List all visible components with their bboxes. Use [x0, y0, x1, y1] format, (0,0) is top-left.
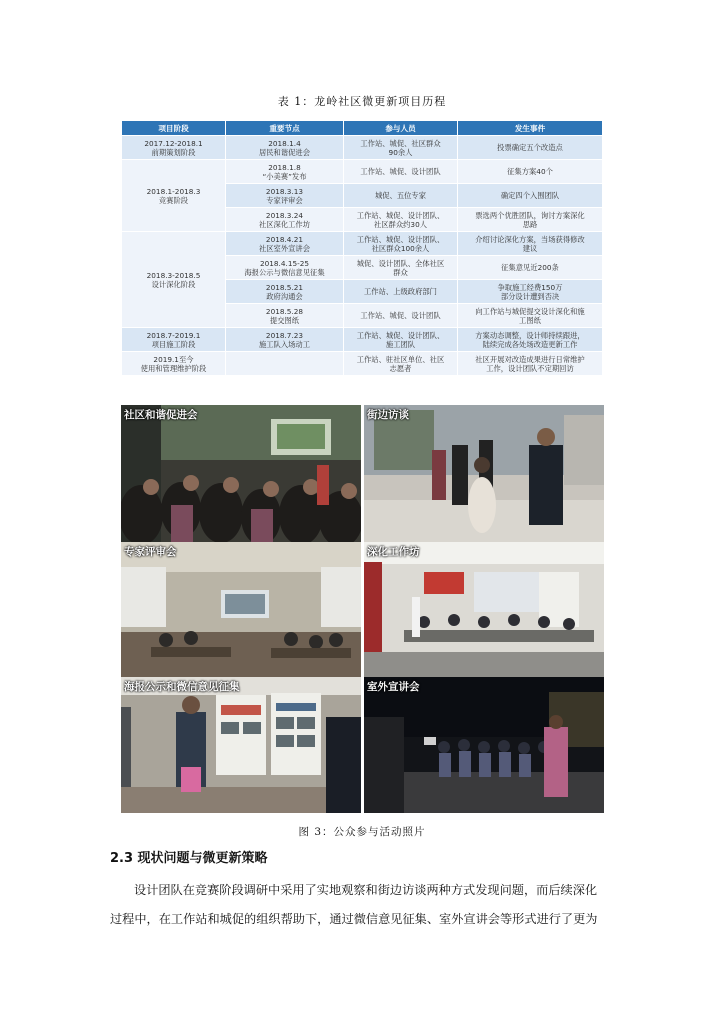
- cell-event: 方案动态调整，设计师持续跟进， 陆续完成各处场改造更新工作: [458, 328, 603, 352]
- photo-workshop: [364, 542, 604, 678]
- cell-phase: 2017.12-2018.1 前期策划阶段: [122, 136, 226, 160]
- cell-node: 2018.1.4 居民和谐促进会: [226, 136, 344, 160]
- cell-phase: 2019.1至今 使用和管理维护阶段: [122, 352, 226, 376]
- cell-event: 征集意见近200条: [458, 256, 603, 280]
- photo-grid: [121, 405, 604, 813]
- cell-node: 2018.4.15-25 海报公示与微信意见征集: [226, 256, 344, 280]
- table-body: [122, 136, 603, 376]
- header-phase: 项目阶段: [122, 121, 226, 136]
- cell-event: 向工作站与城促提交设计深化和施 工图纸: [458, 304, 603, 328]
- cell-people: 工作站、城促、设计团队、 社区群众100余人: [344, 232, 458, 256]
- table-row: [122, 160, 603, 184]
- cell-node: 2018.5.28 提交图纸: [226, 304, 344, 328]
- cell-people: 城促、设计团队、全体社区 群众: [344, 256, 458, 280]
- cell-people: 工作站、城促、设计团队: [344, 304, 458, 328]
- body-paragraph-line: 设计团队在竞赛阶段调研中采用了实地观察和街边访谈两种方式发现问题，而后续深化: [134, 883, 598, 897]
- header-people: 参与人员: [344, 121, 458, 136]
- outdoor-presentation-image: [364, 677, 604, 813]
- cell-people: 城促、五位专家: [344, 184, 458, 208]
- photo-label: 社区和谐促进会: [124, 409, 198, 421]
- cell-people: 工作站、城促、社区群众 90余人: [344, 136, 458, 160]
- cell-event: 确定四个入围团队: [458, 184, 603, 208]
- cell-people: 工作站、驻社区单位、社区 志愿者: [344, 352, 458, 376]
- photo-label: 室外宣讲会: [367, 681, 420, 693]
- section-heading: 2.3 现状问题与微更新策略: [110, 851, 268, 866]
- expert-review-image: [121, 542, 361, 678]
- street-interview-image: [364, 405, 604, 543]
- table-row: [122, 232, 603, 256]
- workshop-image: [364, 542, 604, 678]
- table-row: [122, 352, 603, 376]
- poster-wechat-image: [121, 677, 361, 813]
- cell-event: 争取施工经费150万 部分设计遭到否决: [458, 280, 603, 304]
- table-row: [122, 136, 603, 160]
- photo-label: 街边访谈: [367, 409, 409, 421]
- cell-node: [226, 352, 344, 376]
- cell-event: 介绍讨论深化方案，当场获得修改 建议: [458, 232, 603, 256]
- photo-label: 专家评审会: [124, 546, 177, 558]
- cell-event: 票选两个优胜团队，询讨方案深化 思路: [458, 208, 603, 232]
- photo-harmony-meeting: [121, 405, 361, 543]
- cell-node: 2018.7.23 施工队入场动工: [226, 328, 344, 352]
- photo-expert-review: [121, 542, 361, 678]
- cell-event: 投票确定五个改造点: [458, 136, 603, 160]
- table-row: [122, 328, 603, 352]
- harmony-meeting-image: [121, 405, 361, 543]
- cell-node: 2018.4.21 社区室外宣讲会: [226, 232, 344, 256]
- photo-label: 海报公示和微信意见征集: [124, 681, 240, 693]
- table-header-row: [122, 121, 603, 136]
- cell-people: 工作站、城促、设计团队: [344, 160, 458, 184]
- cell-phase: 2018.1-2018.3 竞赛阶段: [122, 160, 226, 232]
- header-event: 发生事件: [458, 121, 603, 136]
- cell-node: 2018.5.21 政府沟通会: [226, 280, 344, 304]
- cell-node: 2018.3.24 社区深化工作坊: [226, 208, 344, 232]
- cell-node: 2018.3.13 专家评审会: [226, 184, 344, 208]
- cell-people: 工作站、城促、设计团队、 施工团队: [344, 328, 458, 352]
- cell-people: 工作站、上级政府部门: [344, 280, 458, 304]
- cell-event: 社区开展对改造成果进行日常维护 工作，设计团队不定期回访: [458, 352, 603, 376]
- table-caption: 表 1：龙岭社区微更新项目历程: [277, 95, 447, 108]
- photo-street-interview: [364, 405, 604, 543]
- body-paragraph-line: 过程中，在工作站和城促的组织帮助下，通过微信意见征集、室外宣讲会等形式进行了更为: [110, 912, 598, 926]
- photo-outdoor-presentation: [364, 677, 604, 813]
- cell-people: 工作站、城促、设计团队、 社区群众约30人: [344, 208, 458, 232]
- photo-poster-wechat: [121, 677, 361, 813]
- project-history-table: [121, 120, 603, 376]
- cell-phase: 2018.3-2018.5 设计深化阶段: [122, 232, 226, 328]
- header-node: 重要节点: [226, 121, 344, 136]
- figure-caption: 图 3：公众参与活动照片: [298, 826, 426, 838]
- cell-node: 2018.1.8 “小美赛”发布: [226, 160, 344, 184]
- cell-phase: 2018.7-2019.1 项目施工阶段: [122, 328, 226, 352]
- cell-event: 征集方案40个: [458, 160, 603, 184]
- photo-label: 深化工作坊: [367, 546, 420, 558]
